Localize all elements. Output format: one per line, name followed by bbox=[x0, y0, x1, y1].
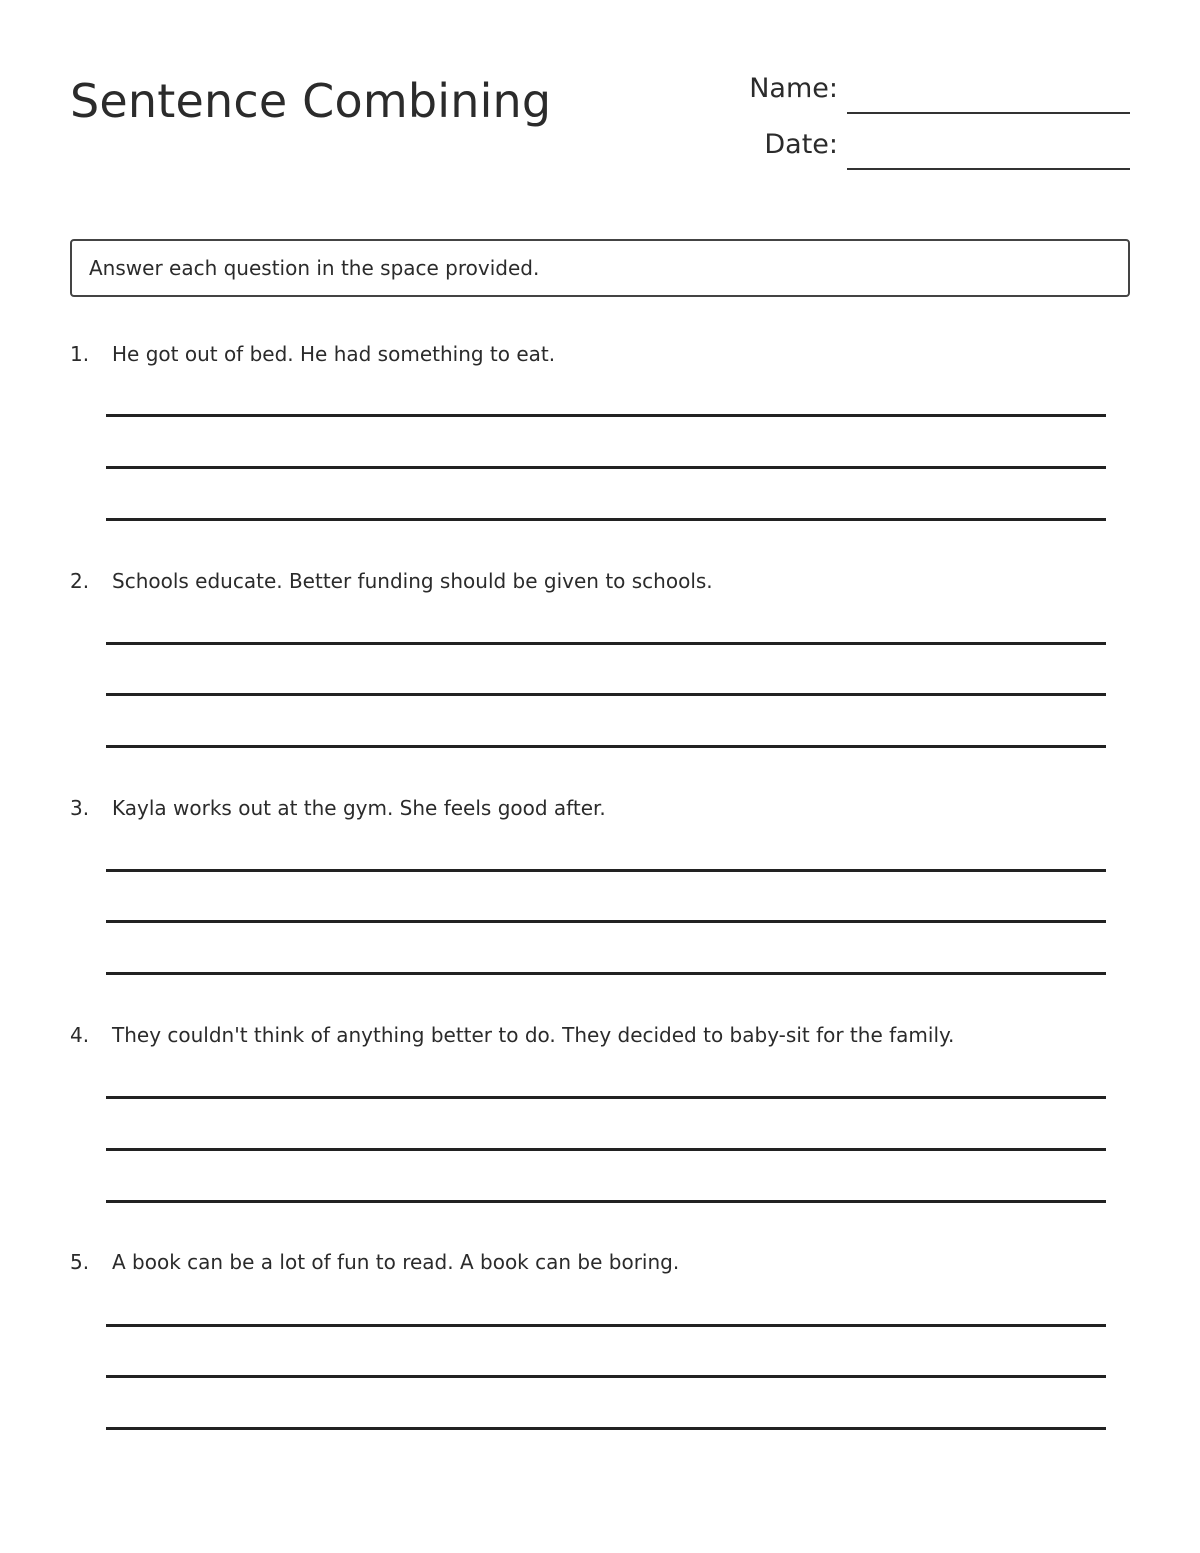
question-number: 5. bbox=[70, 1250, 90, 1274]
question-1 bbox=[70, 340, 1106, 530]
date-field bbox=[700, 124, 1130, 170]
name-label: Name: bbox=[749, 73, 838, 104]
answer-line[interactable] bbox=[106, 466, 1106, 469]
question-number: 1. bbox=[70, 342, 90, 366]
name-input-line[interactable] bbox=[847, 112, 1130, 114]
answer-line[interactable] bbox=[106, 414, 1106, 417]
answer-line[interactable] bbox=[106, 642, 1106, 645]
question-5 bbox=[70, 1248, 1106, 1438]
answer-line[interactable] bbox=[106, 1148, 1106, 1151]
worksheet-title: Sentence Combining bbox=[70, 74, 552, 128]
answer-line[interactable] bbox=[106, 1324, 1106, 1327]
instructions-box bbox=[70, 239, 1130, 297]
answer-line[interactable] bbox=[106, 1427, 1106, 1430]
name-field bbox=[700, 68, 1130, 114]
question-text: Kayla works out at the gym. She feels good after. bbox=[112, 796, 606, 820]
answer-line[interactable] bbox=[106, 1375, 1106, 1378]
answer-line[interactable] bbox=[106, 1096, 1106, 1099]
question-text: Schools educate. Better funding should be given to schools. bbox=[112, 569, 713, 593]
date-input-line[interactable] bbox=[847, 168, 1130, 170]
answer-line[interactable] bbox=[106, 693, 1106, 696]
date-label: Date: bbox=[764, 129, 838, 160]
question-3 bbox=[70, 794, 1106, 984]
question-4 bbox=[70, 1021, 1106, 1211]
question-number: 2. bbox=[70, 569, 90, 593]
question-text: He got out of bed. He had something to eat. bbox=[112, 342, 556, 366]
question-2 bbox=[70, 567, 1106, 757]
question-number: 4. bbox=[70, 1023, 90, 1047]
question-text: A book can be a lot of fun to read. A book can be boring. bbox=[112, 1250, 680, 1274]
instructions-text: Answer each question in the space provided. bbox=[89, 256, 540, 280]
answer-line[interactable] bbox=[106, 972, 1106, 975]
answer-line[interactable] bbox=[106, 745, 1106, 748]
answer-line[interactable] bbox=[106, 1200, 1106, 1203]
answer-line[interactable] bbox=[106, 920, 1106, 923]
question-number: 3. bbox=[70, 796, 90, 820]
answer-line[interactable] bbox=[106, 518, 1106, 521]
answer-line[interactable] bbox=[106, 869, 1106, 872]
question-text: They couldn't think of anything better to do. They decided to baby-sit for the family. bbox=[112, 1023, 955, 1047]
